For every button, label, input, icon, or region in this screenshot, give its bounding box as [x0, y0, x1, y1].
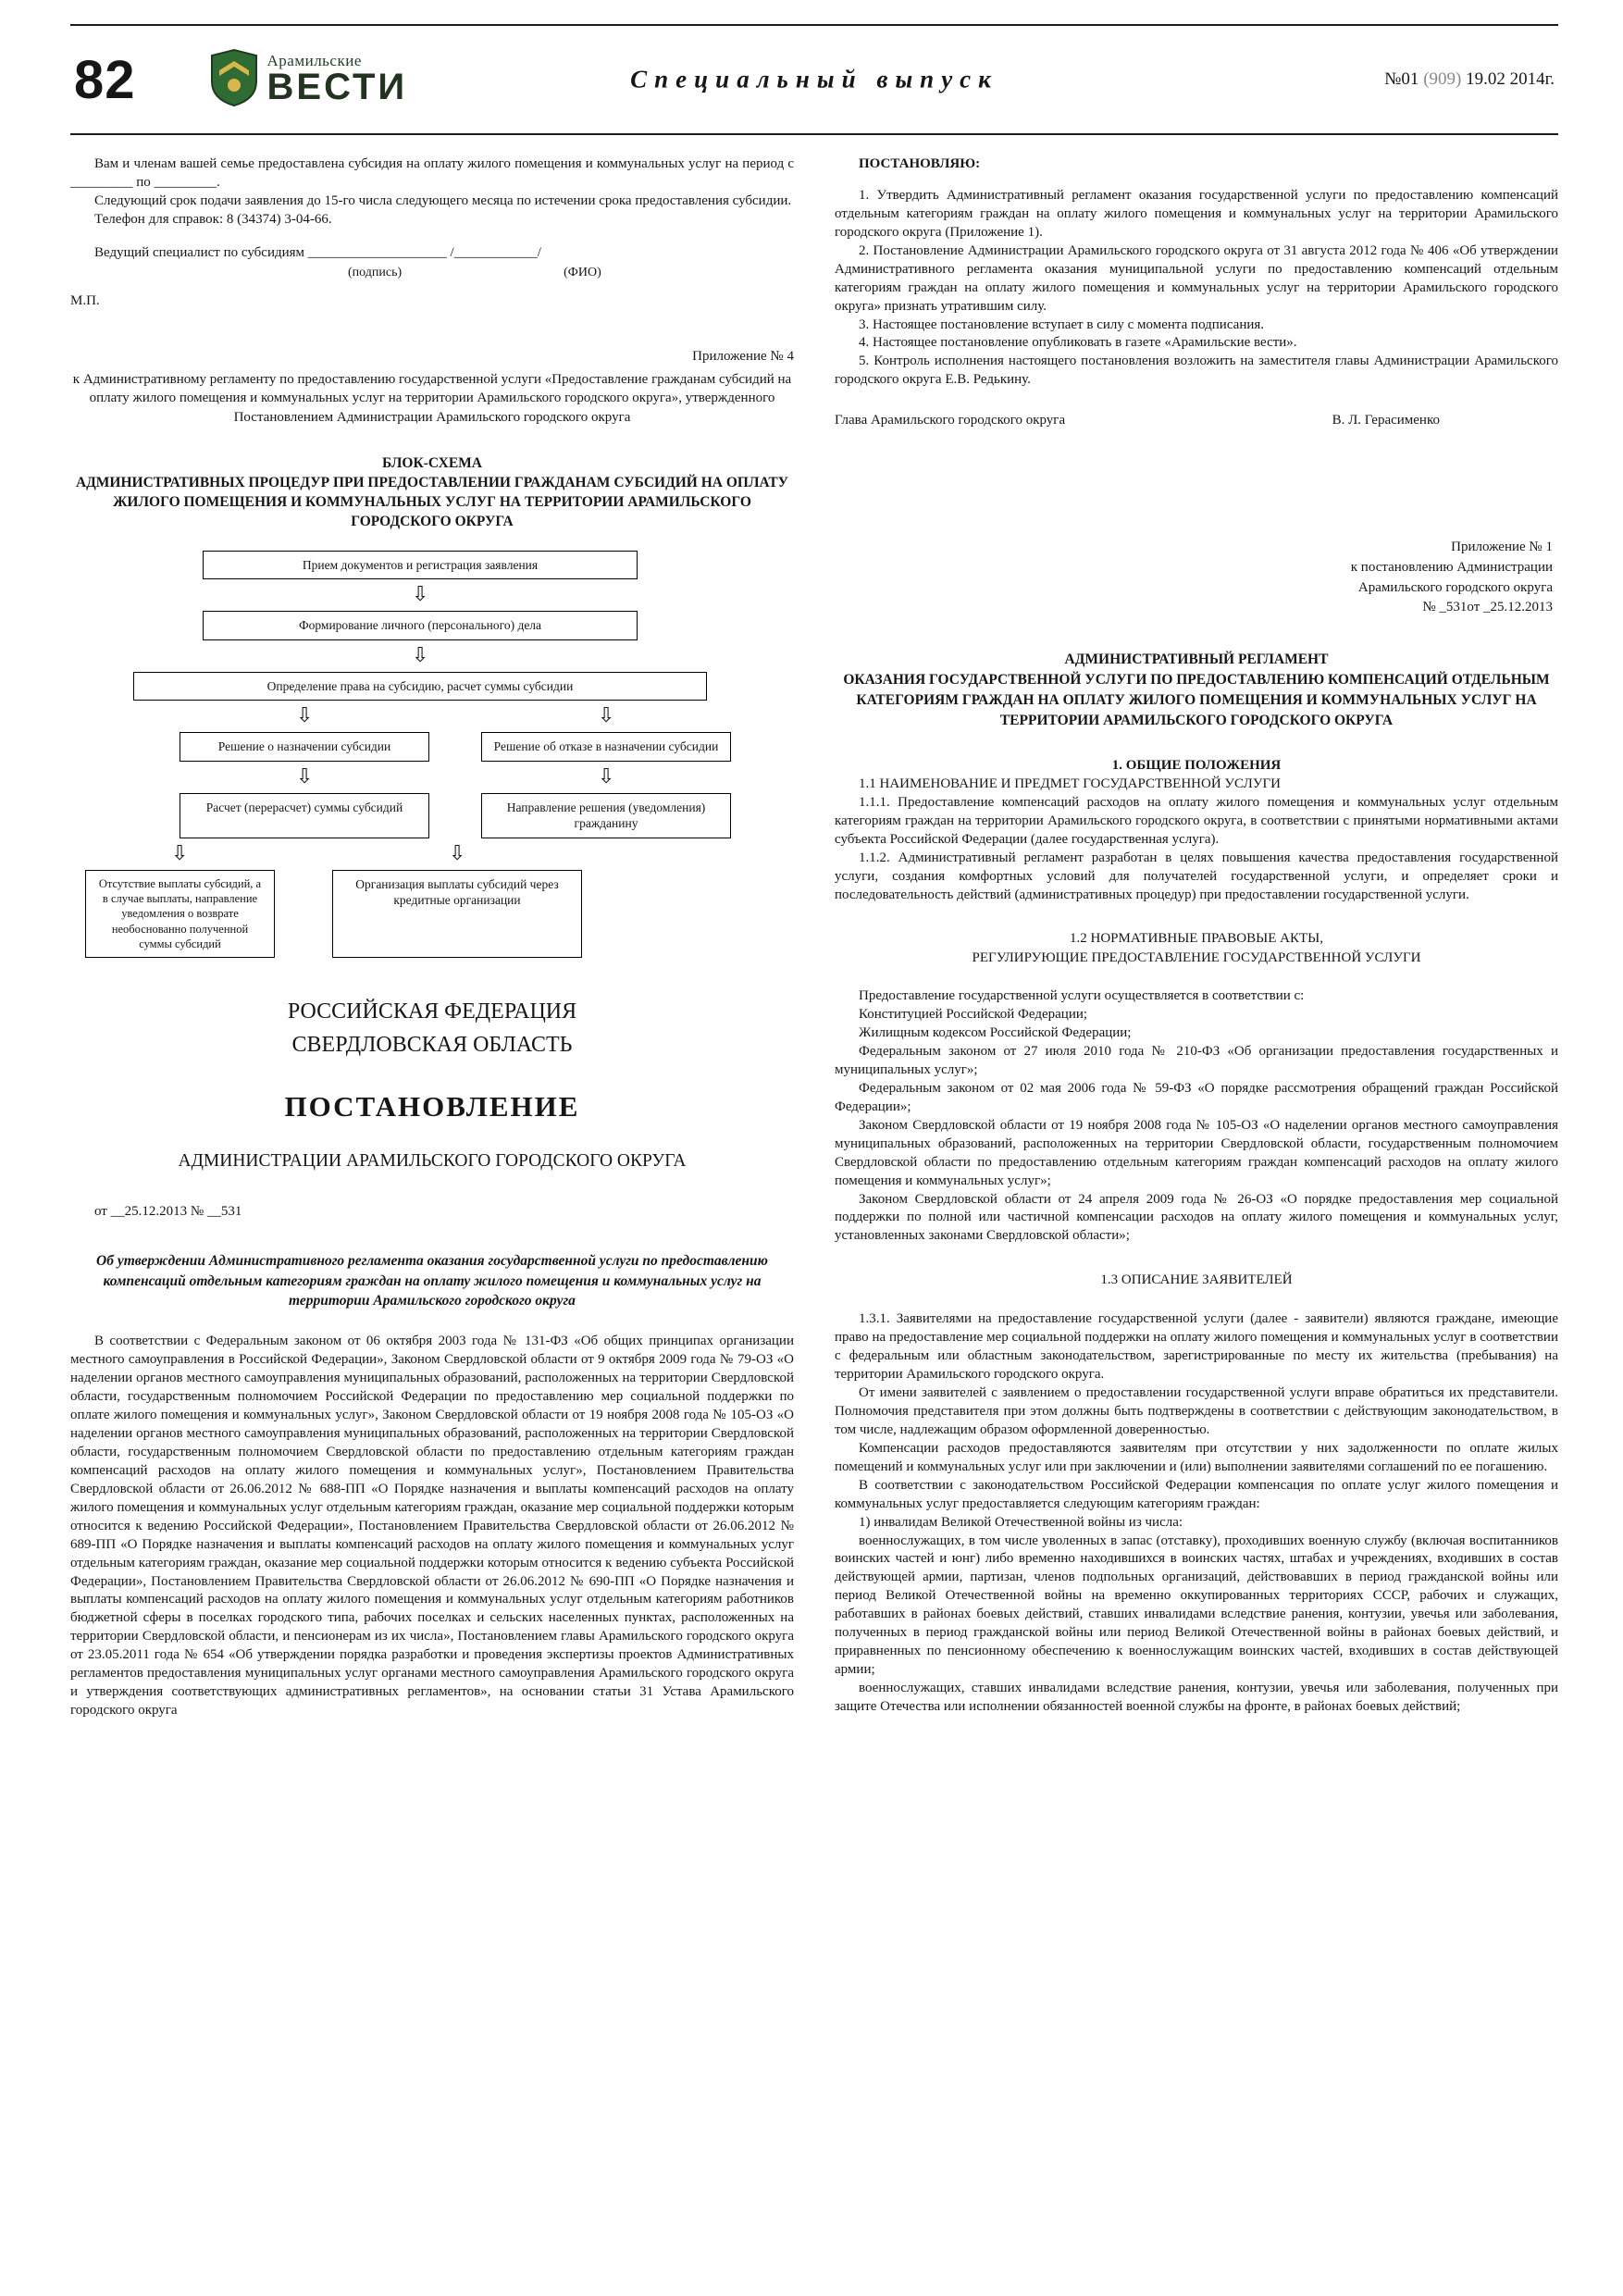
- brand-name-bottom: ВЕСТИ: [266, 66, 408, 107]
- flow-arrow-down-icon: ⇩: [598, 704, 615, 728]
- flowchart-box-personal-file: Формирование личного (персонального) дела: [203, 611, 638, 640]
- annex1-line: № _531от _25.12.2013: [1422, 600, 1553, 615]
- section-1-3-heading: 1.3 ОПИСАНИЕ ЗАЯВИТЕЛЕЙ: [1100, 1272, 1293, 1288]
- resolve-item: 5. Контроль исполнения настоящего постановления возложить на заместителя главы Администрации Арамильского городского округа Е.В. Редькину.: [835, 354, 1558, 388]
- federation-heading: [70, 995, 794, 1061]
- paragraph: 1.3.1. Заявителями на предоставление государственной услуги (далее - заявители) являются граждане, имеющие право на предоставление мер социальной поддержки на оплату жилого помещения и коммунальных услуг в соответствии с федеральным или областным законодательством, зарегистрированные по месту их жительства (пребывания) на территории Арамильского городского округа.: [835, 1311, 1558, 1383]
- legal-act-item: Федеральным законом от 02 мая 2006 года № 59-ФЗ «О порядке рассмотрения обращений граждан Российской Федерации»;: [835, 1080, 1558, 1114]
- resolve-item: 3. Настоящее постановление вступает в силу с момента подписания.: [859, 316, 1265, 332]
- federation-line1: РОССИЙСКАЯ ФЕДЕРАЦИЯ: [287, 999, 577, 1024]
- flowchart-title: БЛОК-СХЕМА: [381, 454, 482, 471]
- flow-arrow-down-icon: ⇩: [598, 764, 615, 788]
- paragraph: Следующий срок подачи заявления до 15-го числа следующего месяца по истечении срока предоставления субсидии.: [94, 192, 792, 208]
- annex4-label: Приложение № 4: [692, 349, 794, 365]
- legal-act-item: Конституцией Российской Федерации;: [859, 1007, 1088, 1023]
- annex1-line: Приложение № 1: [1451, 540, 1553, 555]
- signature-label: (подпись): [348, 265, 403, 279]
- regulation-title-line1: АДМИНИСТРАТИВНЫЙ РЕГЛАМЕНТ: [1064, 652, 1329, 668]
- section-1-1-heading: 1.1 НАИМЕНОВАНИЕ И ПРЕДМЕТ ГОСУДАРСТВЕННОЙ УСЛУГИ: [859, 776, 1281, 792]
- flow-arrow-down-icon: ⇩: [296, 764, 314, 788]
- federation-line2: СВЕРДЛОВСКАЯ ОБЛАСТЬ: [291, 1033, 573, 1058]
- columns: [70, 155, 1558, 1720]
- flow-arrow-down-icon: ⇩: [412, 643, 429, 667]
- paragraph: В соответствии с законодательством Российской Федерации компенсация по оплате услуг жилого помещения и коммунальных услуг предоставляется следующим категориям граждан:: [835, 1477, 1558, 1511]
- resolve-item: 1. Утвердить Административный регламент оказания государственной услуги по предоставлению компенсаций отдельным категориям граждан на оплату жилого помещения и коммунальных услуг на территории Арамильского городского округа (Приложение 1).: [835, 187, 1558, 240]
- brand-name-top: Арамильские: [266, 51, 362, 69]
- newspaper-logo: [210, 48, 408, 112]
- section-1-2-line1: 1.2 НОРМАТИВНЫЕ ПРАВОВЫЕ АКТЫ,: [1070, 930, 1323, 946]
- right-column: [835, 155, 1558, 1720]
- resolve-heading: ПОСТАНОВЛЯЮ:: [859, 156, 981, 171]
- annex1-line: к постановлению Администрации: [1350, 559, 1553, 575]
- paragraph: Телефон для справок: 8 (34374) 3-04-66.: [94, 211, 332, 227]
- legal-act-item: Законом Свердловской области от 24 апреля 2009 года № 26-ОЗ «О порядке предоставления мер социальной поддержки по полной или частичной компенсации расходов на оплату жилого помещения и коммунальных услуг, установленных законами Свердловской области»;: [835, 1191, 1558, 1244]
- paragraph: 1) инвалидам Великой Отечественной войны из числа:: [859, 1514, 1183, 1530]
- regulation-title: [835, 650, 1558, 731]
- flowchart-heading: [70, 454, 794, 532]
- annex4-text: к Административному регламенту по предоставлению государственной услуги «Предоставление гражданам субсидий на оплату жилого помещения и коммунальных услуг на территории Арамильского городского округа», утвержденного Постановлением Администрации Арамильского городского округа: [72, 372, 792, 425]
- decree-subject: Об утверждении Административного регламента оказания государственной услуги по предоставлению компенсаций отдельным категориям граждан на оплату жилого помещения и коммунальных услуг на территории Арамильского городского округа: [96, 1253, 768, 1309]
- issue-no-date: 19.02 2014г.: [1466, 69, 1555, 89]
- flowchart-box-recalculation: Расчет (перерасчет) суммы субсидий: [180, 793, 429, 838]
- administration-heading: АДМИНИСТРАЦИИ АРАМИЛЬСКОГО ГОРОДСКОГО ОКРУГА: [178, 1151, 687, 1172]
- flowchart-box-no-payment: Отсутствие выплаты субсидий, а в случае выплаты, направление уведомления о возврате необоснованно полученной суммы субсидий: [85, 870, 275, 958]
- regulation-title-line2: ОКАЗАНИЯ ГОСУДАРСТВЕННОЙ УСЛУГИ ПО ПРЕДОСТАВЛЕНИЮ КОМПЕНСАЦИЙ ОТДЕЛЬНЫМ КАТЕГОРИЯМ ГРАЖДАН НА ОПЛАТУ ЖИЛОГО ПОМЕЩЕНИЯ И КОММУНАЛЬНЫХ УСЛУГ НА ТЕРРИТОРИИ АРАМИЛЬСКОГО ГОРОДСКОГО ОКРУГА: [843, 672, 1550, 729]
- section-1-2-line2: РЕГУЛИРУЮЩИЕ ПРЕДОСТАВЛЕНИЕ ГОСУДАРСТВЕННОЙ УСЛУГИ: [972, 950, 1421, 966]
- flowchart-box-payment-organization: Организация выплаты субсидий через кредитные организации: [332, 870, 582, 958]
- paragraph: Вам и членам вашей семье предоставлена субсидия на оплату жилого помещения и коммунальных услуг на период с _________ по _________.: [70, 156, 794, 190]
- legal-act-item: Законом Свердловской области от 19 ноября 2008 года № 105-ОЗ «О наделении органов местного самоуправления муниципальных образований, расположенных на территории Свердловской области, государственным полномочием Свердловской области по предоставлению отдельным категориям граждан компенсаций расходов на оплату жилого помещения и коммунальных услуг»;: [835, 1117, 1558, 1188]
- flowchart-box-notification: Направление решения (уведомления) гражданину: [481, 793, 731, 838]
- annex1-line: Арамильского городского округа: [1357, 579, 1553, 595]
- decree-heading: ПОСТАНОВЛЕНИЕ: [284, 1090, 580, 1123]
- paragraph: военнослужащих, в том числе уволенных в запас (отставку), проходивших военную службу (включая воспитанников воинских частей и юнг) либо временно находившихся в воинских частях, штабах и учреждениях, входивших в состав действующей армии, партизан, членов подпольных организаций, действовавших в период гражданской войны или период Великой Отечественной войны на временно оккупированных территориях СССР, рабочих и служащих, работавших в районах боевых действий, ставших инвалидами вследствие ранения, контузии, увечья или заболевания, полученных в период гражданской войны или период Великой Отечественной войны в районах боевых действий, и приравненных по пенсионному обеспечению к военнослужащим воинских частей, входивших в состав действующей армии;: [835, 1533, 1558, 1678]
- brand-text: [267, 52, 408, 108]
- resolve-item: 4. Настоящее постановление опубликовать в газете «Арамильские вести».: [859, 335, 1297, 351]
- decree-body: В соответствии с Федеральным законом от 06 октября 2003 года № 131-ФЗ «Об общих принципах организации местного самоуправления в Российской Федерации», Законом Свердловской области от 9 октября 2009 года № 79-ОЗ «О наделении органов местного самоуправления муниципальных образований, расположенных на территории Свердловской области, государственным полномочием Российской Федерации по предоставлению мер социальной поддержки по оплате жилого помещения и коммунальных услуг», Законом Свердловской области от 19 ноября 2008 года № 105-ОЗ «О наделении органов местного самоуправления муниципальных образований, расположенных на территории Свердловской области, государственным полномочием Свердловской области по предоставлению отдельным категориям граждан компенсаций расходов на оплату жилого помещения и коммунальных услуг», Постановлением Правительства Свердловской области от 26.06.2012 № 688-ПП «О Порядке назначения и выплаты компенсаций расходов на оплату жилого помещения и коммунальных услуг отдельным категориям граждан, оказание мер социальной поддержки которым относится к ведению Российской Федерации», Постановлением Правительства Свердловской области от 26.06.2012 № 689-ПП «О Порядке назначения и выплаты компенсаций расходов на оплату жилого помещения и коммунальных услуг отдельным категориям граждан, оказание мер социальной поддержки которым относится к ведению субъекта Российской Федерации», Постановлением Правительства Свердловской области от 26.06.2012 № 690-ПП «О Порядке назначения и выплаты компенсаций расходов на оплату жилого помещения и коммунальных услуг отдельным категориям работников бюджетной сферы в поселках городского типа, рабочих поселках и сельских населенных пунктах, расположенных на территории Свердловской области, и пенсионерам из их числа», Постановлением главы Арамильского городского округа от 23.05.2011 года № 654 «Об утверждении порядка разработки и проведения экспертизы проектов Административных регламентов предоставления муниципальных услуг органами местного самоуправления Арамильского городского округа и утверждения соответствующих административных регламентов», на основании статьи 31 Устава Арамильского городского округа: [70, 1334, 794, 1719]
- flowchart: [78, 551, 764, 959]
- flow-arrow-down-icon: ⇩: [449, 841, 466, 865]
- legal-act-item: Жилищным кодексом Российской Федерации;: [859, 1025, 1132, 1041]
- legal-act-item: Федеральным законом от 27 июля 2010 года № 210-ФЗ «Об организации предоставления государственных и муниципальных услуг»;: [835, 1044, 1558, 1077]
- flowchart-box-refusal-decision: Решение об отказе в назначении субсидии: [481, 732, 731, 762]
- decree-date-line: от __25.12.2013 № __531: [94, 1204, 242, 1220]
- coat-of-arms-icon: [210, 48, 258, 112]
- flow-arrow-down-icon: ⇩: [412, 583, 429, 607]
- signature-title: Глава Арамильского городского округа: [835, 413, 1066, 428]
- header-rule: [70, 133, 1558, 135]
- issue-number: [1384, 69, 1555, 90]
- signature-row: [835, 412, 1558, 430]
- issue-no-prefix: №01: [1384, 69, 1419, 89]
- signature-sublabels: [70, 265, 794, 282]
- paragraph: 1.1.2. Административный регламент разработан в целях повышения качества предоставления государственной услуги, создания комфортных условий для получателей государственной услуги, и определяет сроки и последовательность действий (административных процедур) при предоставлении государственной услуги.: [835, 850, 1558, 902]
- paragraph: Компенсации расходов предоставляются заявителям при отсутствии у них задолженности по оплате жилых помещений и коммунальных услуг или при заключении и (или) выполнении заявителями соглашений по ее погашению.: [835, 1440, 1558, 1474]
- newspaper-header: [70, 26, 1558, 133]
- paragraph: 1.1.1. Предоставление компенсаций расходов на оплату жилого помещения и коммунальных услуг отдельным категориям граждан на территории Арамильского городского округа, в соответствии с принятыми нормативными актами субъекта Российской Федерации (далее государственная услуга).: [835, 795, 1558, 847]
- signature-blank-line: Ведущий специалист по субсидиям ____________________ /____________/: [94, 244, 541, 260]
- legal-act-item: Предоставление государственной услуги осуществляется в соответствии с:: [859, 988, 1305, 1004]
- signature-name: В. Л. Герасименко: [1332, 413, 1440, 428]
- flowchart-box-right-determination: Определение права на субсидию, расчет суммы субсидии: [133, 672, 707, 701]
- issue-no-paren: (909): [1423, 69, 1462, 89]
- section-1-2-heading: [835, 929, 1558, 970]
- resolve-item: 2. Постановление Администрации Арамильского городского округа от 31 августа 2012 года № 406 «Об утверждении Административного регламента оказания муниципальной услуги по предоставлению компенсаций отдельным категориям граждан на оплату жилого помещения и коммунальных услуг на территории Арамильского городского округа» признать утратившим силу.: [835, 242, 1558, 314]
- issue-title: Специальный выпуск: [630, 65, 998, 93]
- paragraph: От имени заявителей с заявлением о предоставлении государственной услуги вправе обратиться их представители. Полномочия представителя при этом должны быть подтверждены в соответствии с действующим законодательством, в том числе, надлежащим образом оформленной доверенностью.: [835, 1385, 1558, 1437]
- annex1-block: [835, 538, 1558, 618]
- section-1-heading: 1. ОБЩИЕ ПОЛОЖЕНИЯ: [1111, 758, 1282, 774]
- flow-arrow-down-icon: ⇩: [171, 841, 189, 865]
- flowchart-box-grant-decision: Решение о назначении субсидии: [180, 732, 429, 762]
- fio-label: (ФИО): [564, 265, 601, 279]
- paragraph: военнослужащих, ставших инвалидами вследствие ранения, контузии, увечья или заболевания, полученных при защите Отечества или исполнении обязанностей военной службы на фронте, в районах боевых действий;: [835, 1681, 1558, 1714]
- left-column: [70, 155, 794, 1720]
- flowchart-subtitle: АДМИНИСТРАТИВНЫХ ПРОЦЕДУР ПРИ ПРЕДОСТАВЛЕНИИ ГРАЖДАНАМ СУБСИДИЙ НА ОПЛАТУ ЖИЛОГО ПОМЕЩЕНИЯ И КОММУНАЛЬНЫХ УСЛУГ НА ТЕРРИТОРИИ АРАМИЛЬСКОГО ГОРОДСКОГО ОКРУГА: [75, 474, 789, 529]
- stamp-placeholder: М.П.: [70, 293, 100, 309]
- flowchart-box-reception: Прием документов и регистрация заявления: [203, 551, 638, 580]
- flow-arrow-down-icon: ⇩: [296, 704, 314, 728]
- page-number: 82: [74, 49, 136, 110]
